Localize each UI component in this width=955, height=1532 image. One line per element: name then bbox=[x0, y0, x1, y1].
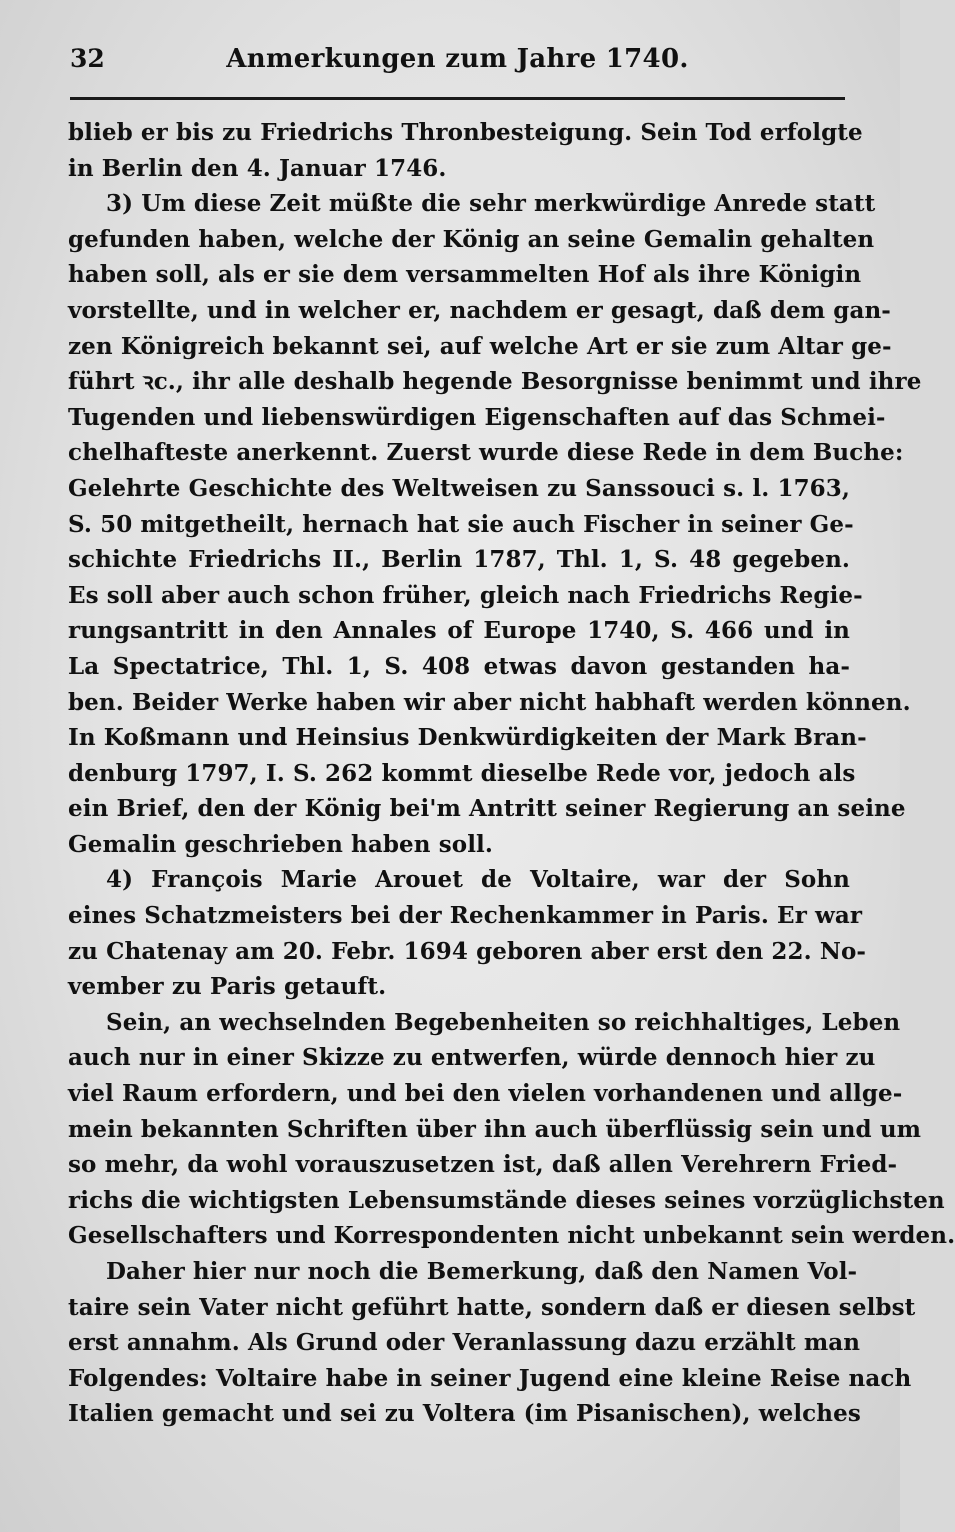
text-line: taire sein Vater nicht geführt hatte, sondern daß er diesen selbst bbox=[68, 1293, 916, 1321]
text-line: eines Schatzmeisters bei der Rechenkammer in Paris. Er war bbox=[68, 902, 863, 930]
text-line: Gemalin geschrieben haben soll. bbox=[68, 830, 493, 858]
text-line: Italien gemacht und sei zu Voltera (im Pisanischen), welches bbox=[68, 1400, 861, 1428]
text-line: richs die wichtigsten Lebensumstände dieses seines vorzüglichsten bbox=[68, 1186, 945, 1214]
text-line: S. 50 mitgetheilt, hernach hat sie auch Fischer in seiner Ge- bbox=[68, 510, 854, 538]
text-line: Gelehrte Geschichte des Weltweisen zu Sanssouci s. l. 1763, bbox=[68, 474, 850, 502]
text-line: ein Brief, den der König bei'm Antritt seiner Regierung an seine bbox=[68, 795, 906, 823]
text-line: so mehr, da wohl vorauszusetzen ist, daß allen Verehrern Fried- bbox=[68, 1151, 898, 1179]
text-line: blieb er bis zu Friedrichs Thronbesteigung. Sein Tod erfolgte bbox=[68, 119, 863, 146]
text-line: Sein, an wechselnden Begebenheiten so reichhaltiges, Leben bbox=[106, 1008, 901, 1036]
text-line: denburg 1797, I. S. 262 kommt dieselbe Rede vor, jedoch als bbox=[68, 759, 856, 787]
text-line: vorstellte, und in welcher er, nachdem er gesagt, daß dem gan- bbox=[68, 296, 891, 324]
text-line: Gesellschafters und Korrespondenten nicht unbekannt sein werden. bbox=[68, 1222, 955, 1250]
text-line: haben soll, als er sie dem versammelten Hof als ihre Königin bbox=[68, 261, 862, 289]
text-line: Folgendes: Voltaire habe in seiner Jugend eine kleine Reise nach bbox=[68, 1364, 912, 1392]
text-line: schichte Friedrichs II., Berlin 1787, Thl. 1, S. 48 gegeben. bbox=[68, 546, 850, 574]
text-line: La Spectatrice, Thl. 1, S. 408 etwas davon gestanden ha- bbox=[68, 652, 850, 680]
text-line: 3) Um diese Zeit müßte die sehr merkwürdige Anrede statt bbox=[106, 190, 876, 218]
page-header bbox=[70, 40, 845, 82]
header-rule bbox=[70, 97, 845, 100]
text-line: Tugenden und liebenswürdigen Eigenschaften auf das Schmei- bbox=[68, 403, 886, 431]
text-line: vember zu Paris getauft. bbox=[68, 973, 387, 1001]
page-number: 32 bbox=[70, 44, 105, 73]
text-line: In Koßmann und Heinsius Denkwürdigkeiten der Mark Bran- bbox=[68, 724, 867, 752]
text-line: zen Königreich bekannt sei, auf welche Art er sie zum Altar ge- bbox=[68, 332, 892, 360]
text-line: viel Raum erfordern, und bei den vielen vorhandenen und allge- bbox=[68, 1080, 903, 1108]
text-line: auch nur in einer Skizze zu entwerfen, würde dennoch hier zu bbox=[68, 1044, 876, 1072]
text-line: Es soll aber auch schon früher, gleich nach Friedrichs Regie- bbox=[68, 581, 863, 609]
text-line: führt ꝛc., ihr alle deshalb hegende Besorgnisse benimmt und ihre bbox=[68, 368, 922, 396]
body-text bbox=[68, 115, 955, 1432]
running-head: Anmerkungen zum Jahre 1740. bbox=[226, 44, 689, 74]
text-line: zu Chatenay am 20. Febr. 1694 geboren aber erst den 22. No- bbox=[68, 937, 867, 965]
text-line: erst annahm. Als Grund oder Veranlassung dazu erzählt man bbox=[68, 1329, 861, 1357]
text-line: in Berlin den 4. Januar 1746. bbox=[68, 154, 447, 182]
text-line: 4) François Marie Arouet de Voltaire, war der Sohn bbox=[106, 866, 850, 894]
text-line: rungsantritt in den Annales of Europe 1740, S. 466 und in bbox=[68, 617, 850, 645]
text-line: Daher hier nur noch die Bemerkung, daß den Namen Vol- bbox=[106, 1258, 858, 1285]
text-line: chelhafteste anerkennt. Zuerst wurde diese Rede in dem Buche: bbox=[68, 439, 904, 467]
text-line: ben. Beider Werke haben wir aber nicht habhaft werden können. bbox=[68, 688, 911, 716]
text-line: mein bekannten Schriften über ihn auch überflüssig sein und um bbox=[68, 1115, 922, 1143]
text-line: gefunden haben, welche der König an seine Gemalin gehalten bbox=[68, 225, 875, 253]
